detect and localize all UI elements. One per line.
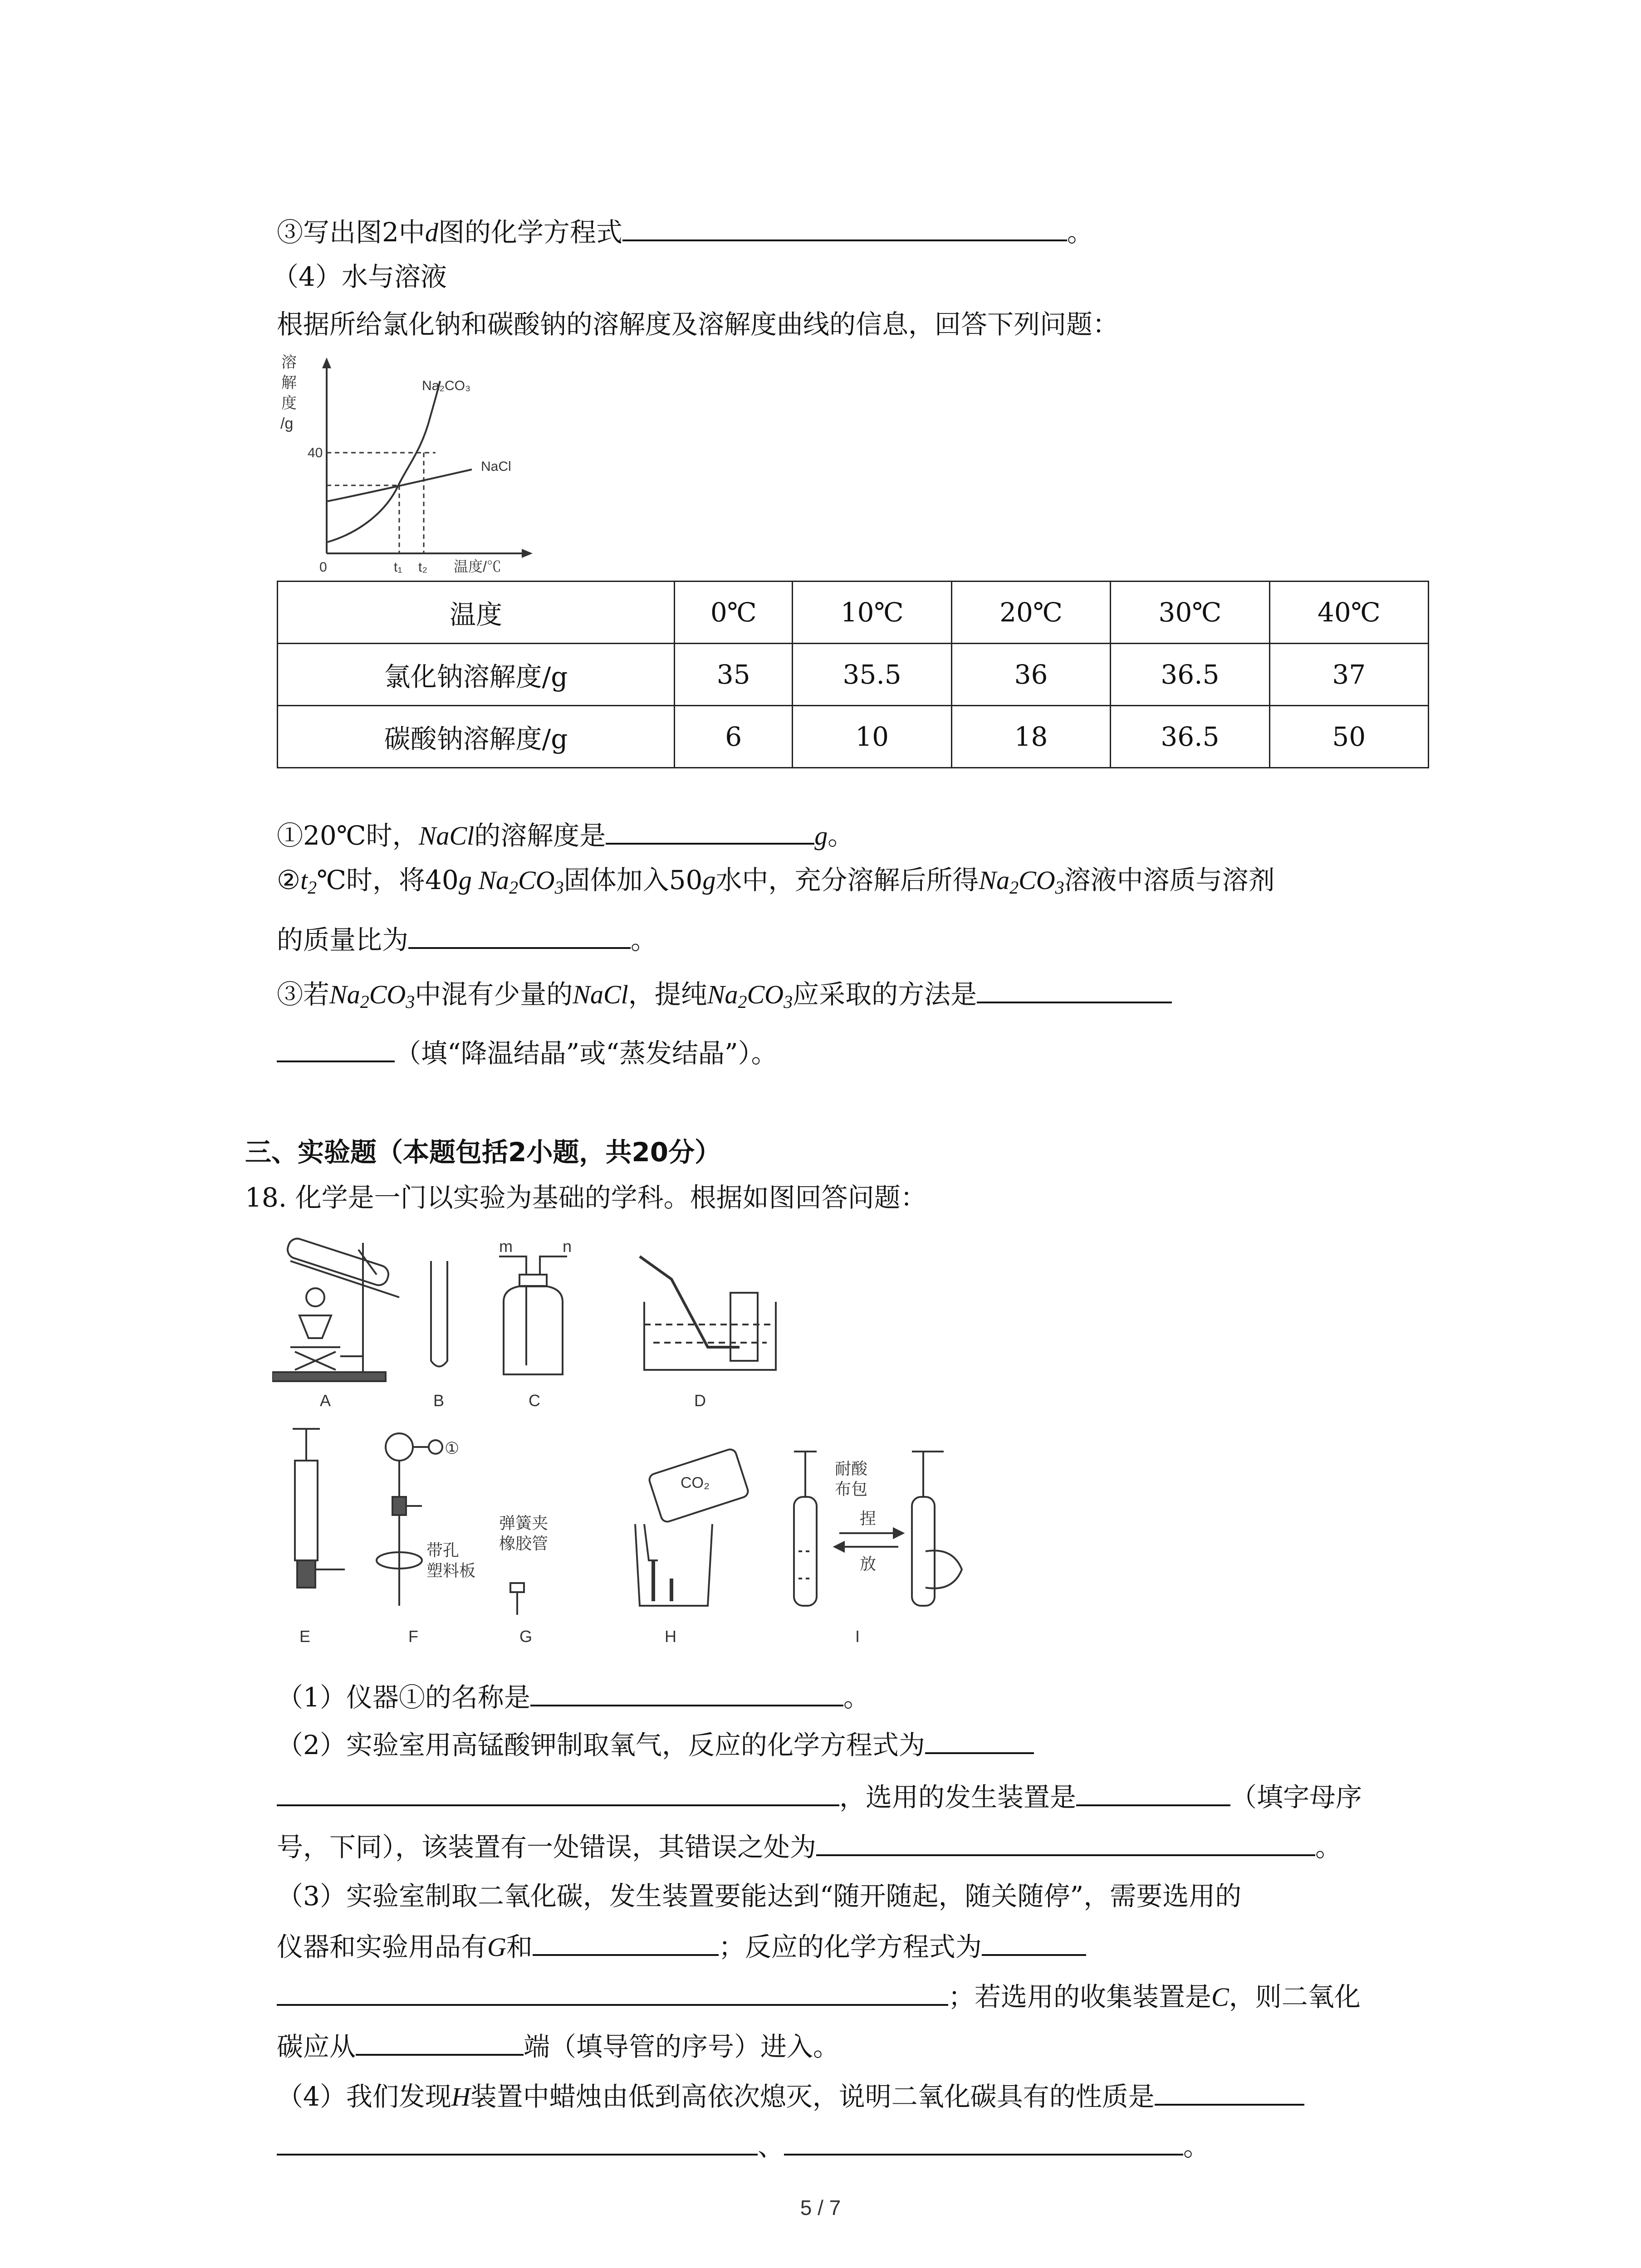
y-axis-arrow — [322, 357, 331, 368]
label-m: m — [499, 1237, 513, 1256]
q3-line: ③写出图2中d图的化学方程式 。 — [277, 213, 1093, 251]
x-axis-label: 温度/℃ — [454, 558, 501, 575]
y-axis-label-char: /g — [280, 415, 294, 432]
answer-blank[interactable] — [1076, 1778, 1230, 1806]
table-cell: 36.5 — [1111, 644, 1269, 706]
table-cell: 36 — [951, 644, 1110, 706]
apparatus-c — [499, 1256, 567, 1374]
table-row — [278, 644, 1429, 706]
y-tick-label: 40 — [308, 445, 323, 460]
answer-blank[interactable] — [982, 1928, 1086, 1956]
answer-blank[interactable] — [1155, 2077, 1304, 2106]
apparatus-f — [377, 1433, 442, 1606]
origin-label: 0 — [319, 560, 327, 575]
sub-question-3-cont: （填“降温结晶”或“蒸发结晶”）。 — [277, 1034, 778, 1071]
answer-blank[interactable] — [784, 2127, 1183, 2156]
x-tick-label: t₂ — [418, 560, 427, 575]
y-axis-label-char: 解 — [281, 374, 297, 391]
note-release: 放 — [860, 1554, 877, 1573]
answer-blank[interactable] — [606, 816, 814, 845]
answer-blank[interactable] — [356, 2028, 524, 2056]
question-1: （1）仪器①的名称是 。 — [277, 1678, 870, 1716]
apparatus-e — [293, 1429, 345, 1588]
part4-title: （4）水与溶液 — [272, 261, 447, 292]
table-header: 40℃ — [1269, 582, 1428, 644]
section-heading: 三、实验题（本题包括2小题，共20分） — [245, 1137, 721, 1168]
answer-blank[interactable] — [816, 1828, 1315, 1856]
table-cell: 氯化钠溶解度/g — [278, 644, 675, 706]
label-g: G — [519, 1627, 533, 1646]
apparatus-i — [794, 1452, 962, 1606]
question-3-cont: ；若选用的收集装置是C，则二氧化 — [277, 1978, 1361, 2015]
note-f-1: 带孔 — [426, 1541, 460, 1559]
answer-blank[interactable] — [277, 2127, 758, 2156]
answer-blank[interactable] — [533, 1928, 719, 1956]
label-c: C — [529, 1391, 540, 1410]
table-row — [278, 706, 1429, 768]
answer-blank[interactable] — [277, 1034, 395, 1062]
label-h: H — [665, 1627, 676, 1646]
note-g-1: 弹簧夹 — [499, 1514, 549, 1532]
question-4: （4）我们发现H装置中蜡烛由低到高依次熄灭，说明二氧化碳具有的性质是 — [277, 2077, 1304, 2115]
label-a: A — [320, 1391, 331, 1410]
intro-text: 根据所给氯化钠和碳酸钠的溶解度及溶解度曲线的信息，回答下列问题： — [277, 309, 1119, 340]
apparatus-figure — [272, 1234, 998, 1669]
label-d: D — [694, 1391, 706, 1410]
y-axis-label-char: 度 — [281, 395, 297, 412]
answer-blank[interactable] — [925, 1726, 1034, 1754]
table-row — [278, 582, 1429, 644]
table-cell: 18 — [951, 706, 1110, 768]
question-2-cont: ，选用的发生装置是 （填字母序 — [277, 1778, 1362, 1815]
label-co2: CO₂ — [681, 1474, 710, 1491]
sub-question-2-cont: 的质量比为 。 — [277, 921, 657, 958]
question-18: 18. 化学是一门以实验为基础的学科。根据如图回答问题： — [245, 1182, 927, 1213]
table-header: 10℃ — [793, 582, 951, 644]
apparatus-a — [272, 1237, 399, 1381]
series-label-na2co3: Na₂CO₃ — [422, 378, 471, 393]
table-cell: 36.5 — [1111, 706, 1269, 768]
series-label-nacl: NaCl — [481, 459, 511, 474]
page-number: 5 / 7 — [800, 2196, 841, 2219]
table-cell: 碳酸钠溶解度/g — [278, 706, 675, 768]
label-circle-1: ① — [445, 1439, 460, 1457]
table-cell: 35 — [675, 644, 793, 706]
label-b: B — [433, 1391, 445, 1410]
question-2: （2）实验室用高锰酸钾制取氧气，反应的化学方程式为 — [277, 1726, 1034, 1763]
note-pinch: 捏 — [860, 1509, 877, 1528]
table-header: 30℃ — [1111, 582, 1269, 644]
table-header: 0℃ — [675, 582, 793, 644]
x-axis-arrow — [522, 549, 533, 558]
x-tick-label: t₁ — [394, 560, 402, 575]
answer-blank[interactable] — [977, 975, 1172, 1003]
label-f: F — [408, 1627, 418, 1646]
solubility-table — [277, 581, 1429, 768]
sub-question-3: ③若$Na_2CO_3$中混有少量的NaCl，提纯$Na_2CO_3$应采取的方法是 — [277, 975, 1172, 1020]
y-axis-label-char: 溶 — [281, 354, 297, 371]
question-3: （3）实验室制取二氧化碳，发生装置要能达到“随开随起，随关随停”，需要选用的 — [277, 1881, 1242, 1911]
answer-blank[interactable] — [408, 921, 631, 949]
answer-blank[interactable] — [622, 213, 1067, 241]
table-header: 温度 — [278, 582, 675, 644]
apparatus-g — [510, 1583, 524, 1615]
note-i-1: 耐酸 — [835, 1459, 868, 1478]
answer-blank[interactable] — [277, 1778, 839, 1806]
table-cell: 35.5 — [793, 644, 951, 706]
question-3-cont: 碳应从 端（填导管的序号）进入。 — [277, 2028, 839, 2065]
table-cell: 50 — [1269, 706, 1428, 768]
question-2-cont: 号，下同），该装置有一处错误，其错误之处为 。 — [277, 1828, 1342, 1865]
note-i-2: 布包 — [835, 1480, 868, 1498]
answer-blank[interactable] — [530, 1678, 843, 1706]
label-n: n — [563, 1237, 572, 1256]
sub-question-1: ①20℃时，NaCl的溶解度是 g。 — [277, 816, 854, 854]
note-f-2: 塑料板 — [426, 1561, 476, 1580]
table-cell: 6 — [675, 706, 793, 768]
table-header: 20℃ — [951, 582, 1110, 644]
note-g-2: 橡胶管 — [499, 1534, 549, 1553]
apparatus-b — [431, 1261, 447, 1367]
solubility-chart — [272, 349, 554, 576]
sub-question-2: $②t_2℃$时，将40g $Na_2CO_3$固体加入50g水中，充分溶解后所得$Na_2CO_3$溶液中溶质与溶剂 — [277, 865, 1275, 898]
question-3-cont: 仪器和实验用品有G和 ；反应的化学方程式为 — [277, 1928, 1086, 1965]
label-i: I — [855, 1627, 860, 1646]
table-cell: 37 — [1269, 644, 1428, 706]
table-cell: 10 — [793, 706, 951, 768]
apparatus-h — [635, 1448, 749, 1606]
label-e: E — [299, 1627, 311, 1646]
answer-blank[interactable] — [277, 1978, 948, 2006]
apparatus-d — [640, 1256, 776, 1370]
question-4-cont: 、 。 — [277, 2127, 1210, 2165]
